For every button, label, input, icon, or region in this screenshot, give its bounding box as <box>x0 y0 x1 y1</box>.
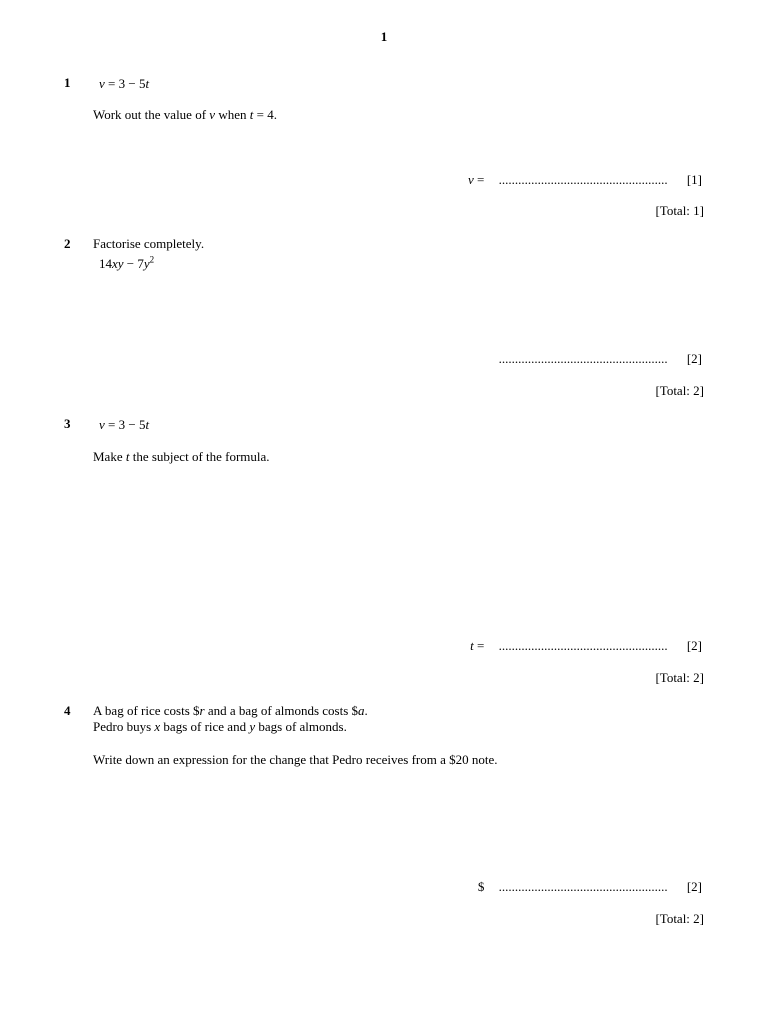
variable: a <box>358 703 365 718</box>
variable: x <box>154 719 161 734</box>
marks-label: [2] <box>686 351 702 366</box>
marks-label: [2] <box>686 638 702 653</box>
answer-dots[interactable]: .................................................... <box>498 351 668 366</box>
variable: y <box>249 719 256 734</box>
answer-line[interactable] <box>488 351 702 367</box>
expression-part: 14 <box>99 256 112 271</box>
currency-symbol: $ <box>477 879 485 894</box>
prompt-text: bags of rice and <box>160 719 250 734</box>
variable: t <box>125 449 130 464</box>
question-line-1 <box>93 703 368 719</box>
variable: r <box>199 703 205 718</box>
answer-dots[interactable]: .................................................... <box>498 638 668 653</box>
answer-variable: t <box>470 638 474 653</box>
answer-line[interactable] <box>468 172 702 188</box>
prompt-text: A bag of rice costs $ <box>93 703 200 718</box>
variable: t <box>145 417 150 432</box>
answer-dots[interactable]: .................................................... <box>498 172 668 187</box>
total-marks: [Total: 2] <box>655 670 704 685</box>
question-prompt <box>93 449 270 465</box>
question-prompt: Write down an expression for the change that Pedro receives from a $20 note. <box>93 752 498 767</box>
prompt-text: Make <box>93 449 126 464</box>
variable: v <box>99 76 105 91</box>
prompt-text: . <box>364 703 368 718</box>
question-number: 3 <box>64 416 71 431</box>
prompt-text: Work out the value of <box>93 107 210 122</box>
prompt-text: bags of almonds. <box>255 719 347 734</box>
variable: y <box>143 256 150 271</box>
question-line-2 <box>93 719 347 735</box>
question-number: 4 <box>64 703 71 718</box>
formula <box>99 417 149 433</box>
page-number: 1 <box>380 29 388 44</box>
variable: v <box>99 417 105 432</box>
total-marks: [Total: 2] <box>655 911 704 926</box>
formula <box>99 76 149 92</box>
marks-label: [2] <box>686 879 702 894</box>
question-number: 1 <box>64 75 71 90</box>
formula-text: = 3 − 5 <box>104 417 146 432</box>
variable: t <box>249 107 254 122</box>
prompt-text: Pedro buys <box>93 719 155 734</box>
total-marks: [Total: 2] <box>655 383 704 398</box>
exponent: 2 <box>149 254 155 265</box>
question-number: 2 <box>64 236 71 251</box>
prompt-text: when <box>215 107 250 122</box>
expression-part: − 7 <box>123 256 144 271</box>
answer-variable: v <box>467 172 474 187</box>
answer-dots[interactable]: .................................................... <box>498 879 668 894</box>
question-prompt: Factorise completely. <box>93 236 205 251</box>
answer-equals: = <box>473 638 488 653</box>
marks-label: [1] <box>686 172 702 187</box>
prompt-text: and a bag of almonds costs $ <box>204 703 359 718</box>
prompt-text: = 4. <box>253 107 277 122</box>
answer-line[interactable] <box>470 638 702 654</box>
prompt-text: the subject of the formula. <box>129 449 270 464</box>
expression <box>99 256 154 272</box>
question-prompt <box>93 107 277 123</box>
variable: v <box>209 107 216 122</box>
answer-equals: = <box>473 172 488 187</box>
formula-text: = 3 − 5 <box>104 76 146 91</box>
variable: xy <box>112 256 124 271</box>
variable: t <box>145 76 150 91</box>
answer-line[interactable] <box>478 879 702 895</box>
total-marks: [Total: 1] <box>655 203 704 218</box>
